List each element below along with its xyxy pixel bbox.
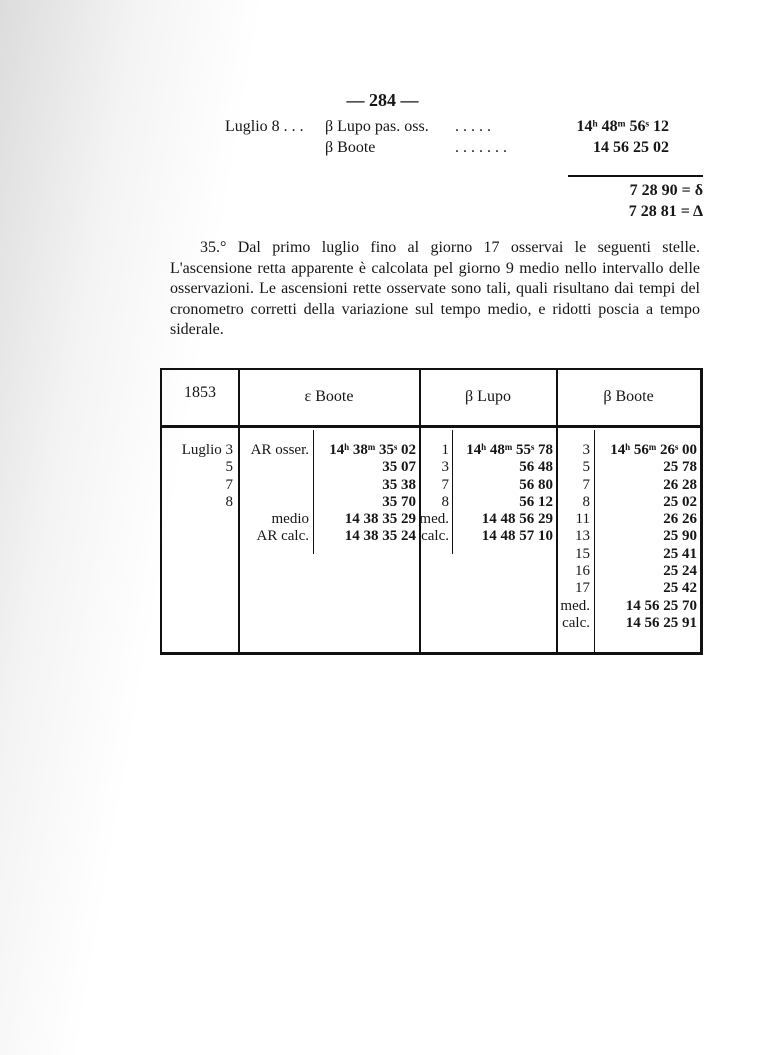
cell: med. xyxy=(560,597,590,614)
cell: 56 80 xyxy=(519,476,553,493)
cell: 3 xyxy=(582,442,590,458)
calc-row-dots: . . . . . . . xyxy=(455,139,507,156)
col-lupo-values xyxy=(466,442,553,546)
cell: 25 24 xyxy=(663,563,697,580)
calc-row-value: 14 56 25 02 xyxy=(593,139,669,156)
cell: 5 xyxy=(225,459,233,476)
cell: 14 56 25 91 xyxy=(625,614,697,631)
cell: 14 38 35 24 xyxy=(344,528,416,545)
result-delta-small: 7 28 90 = δ xyxy=(629,182,703,199)
cell: 13 xyxy=(575,528,590,545)
header-beta-boote: β Boote xyxy=(603,388,654,405)
header-epsilon-boote: ε Boote xyxy=(304,388,354,405)
calc-row-label: Luglio 8 . . . xyxy=(225,118,304,135)
paragraph-35 xyxy=(170,238,700,341)
cell: calc. xyxy=(421,528,449,545)
cell: 1 xyxy=(441,442,449,458)
sum-line xyxy=(568,175,703,177)
cell: 35 70 xyxy=(382,493,416,510)
divider xyxy=(238,370,240,654)
calc-row xyxy=(225,139,669,160)
calc-row-dots: . . . . . xyxy=(455,118,491,135)
cell: 26 28 xyxy=(663,476,697,493)
header-rule xyxy=(162,425,702,428)
cell: 35 38 xyxy=(382,476,416,493)
col-dates xyxy=(182,442,233,511)
cell: 8 xyxy=(582,493,590,510)
col-eps-labels xyxy=(251,442,309,546)
cell: 7 xyxy=(225,476,233,493)
calc-row-star: β Lupo pas. oss. xyxy=(325,118,429,135)
col-boote-values xyxy=(610,442,697,632)
cell: 25 41 xyxy=(663,545,697,562)
cell: Luglio 3 xyxy=(181,442,233,458)
divider xyxy=(452,430,453,554)
cell: 25 78 xyxy=(663,459,697,476)
col-eps-values xyxy=(329,442,416,546)
col-lupo-days xyxy=(419,442,449,546)
cell: 26 26 xyxy=(663,511,697,528)
cell: AR osser. xyxy=(250,442,309,458)
col-boote-days xyxy=(560,442,590,632)
calc-row-star: β Boote xyxy=(325,139,376,156)
cell: 14 48 56 29 xyxy=(481,511,553,528)
header-beta-lupo: β Lupo xyxy=(465,388,511,405)
calc-row xyxy=(225,118,669,139)
header-year: 1853 xyxy=(184,384,216,401)
top-calculation xyxy=(225,118,669,160)
cell: 14ʰ 56ᵐ 26ˢ 00 xyxy=(610,442,697,458)
cell: 35 07 xyxy=(382,459,416,476)
cell: 14ʰ 48ᵐ 55ˢ 78 xyxy=(466,442,553,458)
cell: 7 xyxy=(441,476,449,493)
cell: 8 xyxy=(441,493,449,510)
cell: 25 90 xyxy=(663,528,697,545)
divider xyxy=(313,430,314,554)
cell: 25 02 xyxy=(663,493,697,510)
cell: 3 xyxy=(441,459,449,476)
cell: 14ʰ 38ᵐ 35ˢ 02 xyxy=(329,442,416,458)
cell: 25 42 xyxy=(663,580,697,597)
cell: 16 xyxy=(575,563,590,580)
cell: 14 48 57 10 xyxy=(481,528,553,545)
cell: 8 xyxy=(225,493,233,510)
cell: med. xyxy=(419,511,449,528)
cell: 15 xyxy=(575,545,590,562)
cell: 14 38 35 29 xyxy=(344,511,416,528)
cell: calc. xyxy=(562,614,590,631)
cell: 7 xyxy=(582,476,590,493)
result-delta-capital: 7 28 81 = Δ xyxy=(628,203,703,220)
cell: 56 48 xyxy=(519,459,553,476)
observation-table xyxy=(160,368,703,655)
cell: medio xyxy=(271,511,309,528)
cell: 14 56 25 70 xyxy=(625,597,697,614)
divider xyxy=(594,430,595,654)
cell: 5 xyxy=(582,459,590,476)
page-number: — 284 — xyxy=(346,90,419,110)
cell: 11 xyxy=(575,511,590,528)
cell: 56 12 xyxy=(519,493,553,510)
cell: 17 xyxy=(575,580,590,597)
cell: AR calc. xyxy=(256,528,309,545)
calc-row-value: 14ʰ 48ᵐ 56ˢ 12 xyxy=(576,118,669,135)
paragraph-text: 35.° Dal primo luglio fino al giorno 17 osservai le seguenti stelle. L'ascensione retta apparente è calcolata pel giorno 9 medio nello intervallo delle osservazioni. Le ascensioni rette osservate sono tali, quali risultano dai tempi del cronometro corretti della variazione sul tempo medio, e ridotti poscia a tempo siderale. xyxy=(170,239,700,338)
divider xyxy=(556,370,558,654)
